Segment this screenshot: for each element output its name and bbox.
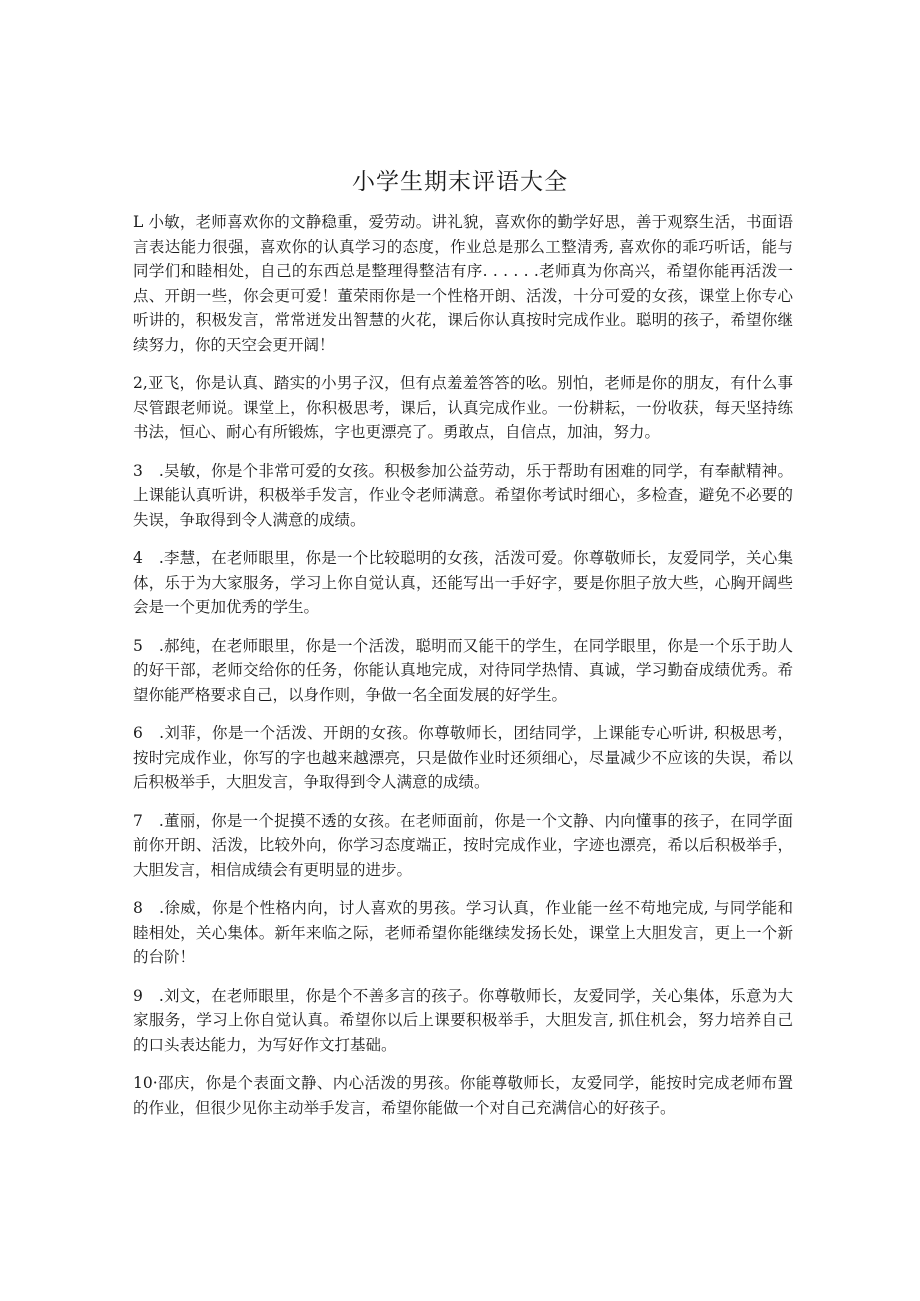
paragraph-4: 4 .李慧，在老师眼里，你是一个比较聪明的女孩，活泼可爱。你尊敬师长，友爱同学，关心集体，乐于为大家服务，学习上你自觉认真，还能写出一手好字，要是你胆子放大些，心胸开阔些会是一个更加优秀的学生。 — [133, 549, 793, 616]
paragraph-7: 7 .董丽，你是一个捉摸不透的女孩。在老师面前，你是一个文静、内向懂事的孩子，在同学面前你开朗、活泼，比较外向，你学习态度端正，按时完成作业，字迹也漂亮，希以后积极举手，大胆发言，相信成绩会有更明显的进步。 — [133, 811, 793, 879]
document-body — [133, 210, 793, 1134]
document-title: 小学生期末评语大全 — [352, 169, 568, 195]
paragraph-5: 5 .郝纯，在老师眼里，你是一个活泼，聪明而又能干的学生，在同学眼里，你是一个乐于助人的好干部，老师交给你的任务，你能认真地完成，对待同学热情、真诚，学习勤奋成绩优秀。希望你能严格要求自己，以身作则，争做一名全面发展的好学生。 — [133, 636, 793, 704]
paragraph-3: 3 .吴敏，你是个非常可爱的女孩。积极参加公益劳动，乐于帮助有困难的同学，有奉献精神。上课能认真听讲，积极举手发言，作业令老师满意。希望你考试时细心，多检查，避免不必要的失误，争取得到令人满意的成绩。 — [133, 461, 793, 529]
paragraph-8: 8 .徐威，你是个性格内向，讨人喜欢的男孩。学习认真，作业能一丝不苟地完成, 与同学能和睦相处，关心集体。新年来临之际，老师希望你能继续发扬长处，课堂上大胆发言，更上一个新的台阶！ — [133, 899, 793, 966]
paragraph-10: 10·邵庆，你是个表面文静、内心活泼的男孩。你能尊敬师长，友爱同学，能按时完成老师布置的作业，但很少见你主动举手发言，希望你能做一个对自己充满信心的好孩子。 — [133, 1074, 793, 1117]
paragraph-9: 9 .刘文，在老师眼里，你是个不善多言的孩子。你尊敬师长，友爱同学，关心集体，乐意为大家服务，学习上你自觉认真。希望你以后上课要积极举手，大胆发言, 抓住机会，努力培养自己的口头表达能力，为写好作文打基础。 — [133, 986, 793, 1054]
paragraph-6: 6 .刘菲，你是一个活泼、开朗的女孩。你尊敬师长，团结同学，上课能专心听讲, 积极思考，按时完成作业，你写的字也越来越漂亮，只是做作业时还须细心，尽量减少不应该的失误，希以后积极举手，大胆发言，争取得到令人满意的成绩。 — [133, 724, 793, 791]
paragraph-2: 2,亚飞，你是认真、踏实的小男子汉，但有点羞羞答答的吆。别怕，老师是你的朋友，有什么事尽管跟老师说。课堂上，你积极思考，课后，认真完成作业。一份耕耘，一份收获，每天坚持练书法，恒心、耐心有所锻炼，字也更漂亮了。勇敢点，自信点，加油，努力。 — [133, 374, 793, 441]
paragraph-1: L 小敏，老师喜欢你的文静稳重，爱劳动。讲礼貌，喜欢你的勤学好思，善于观察生活，书面语言表达能力很强，喜欢你的认真学习的态度，作业总是那么工整清秀, 喜欢你的乖巧听话，能与同学们和睦相处，自己的东西总是整理得整洁有序. . . . . .老师真为你高兴，希望你能再活泼一点、开朗一些，你会更可爱！董荣雨你是一个性格开朗、活泼，十分可爱的女孩，课堂上你专心听讲的，积极发言，常常迸发出智慧的火花，课后你认真按时完成作业。聪明的孩子，希望你继续努力，你的天空会更开阔！ — [133, 213, 793, 354]
